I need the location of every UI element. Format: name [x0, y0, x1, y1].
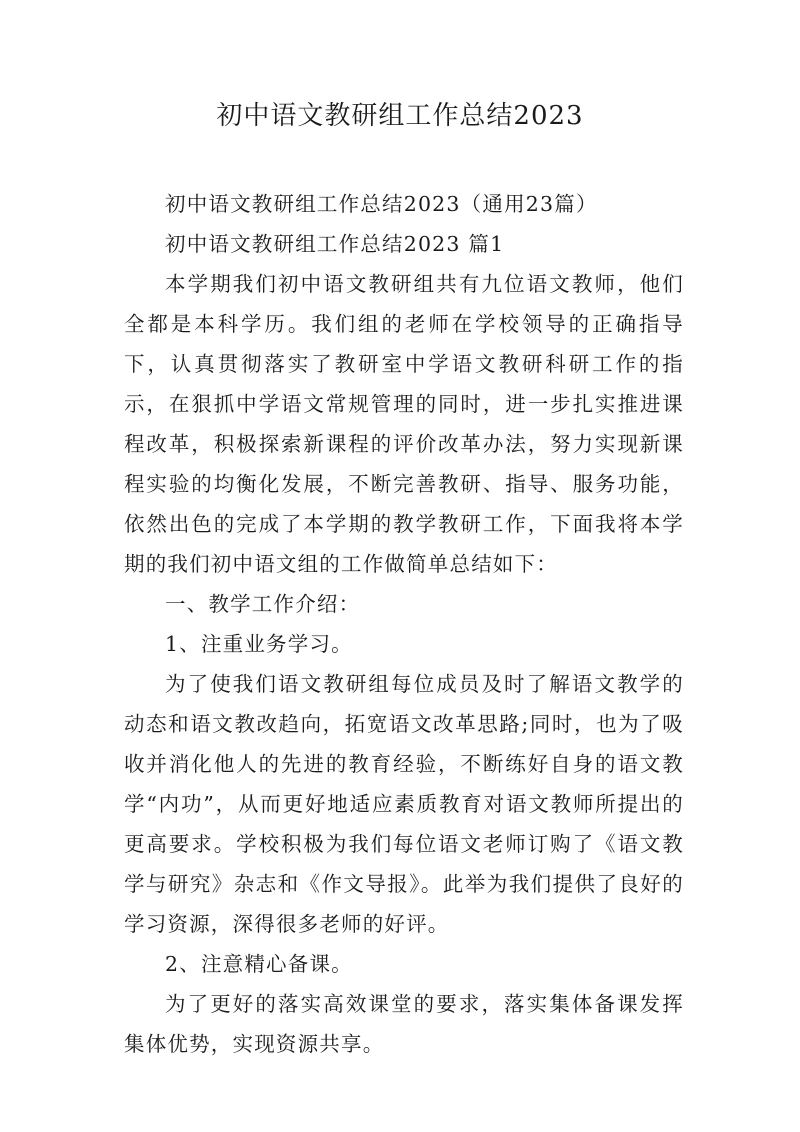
body-paragraph: 为了使我们语文教研组每位成员及时了解语文教学的动态和语文教改趋向，拓宽语文改革思路;同时，也为了吸收并消化他人的先进的教育经验，不断练好自身的语文教学“内功”，从而更好地适应素质教育对语文教师所提出的更高要求。学校积极为我们每位语文老师订购了《语文教学与研究》杂志和《作文导报》。此举为我们提供了良好的学习资源，深得很多老师的好评。 [124, 672, 684, 936]
heading-paragraph: 一、教学工作介绍： [165, 592, 361, 616]
body-paragraph: 为了更好的落实高效课堂的要求，落实集体备课发挥集体优势，实现资源共享。 [124, 992, 684, 1056]
subheading-paragraph: 1、注重业务学习。 [165, 632, 353, 656]
document-title: 初中语文教研组工作总结2023 [216, 101, 584, 131]
section-heading-paragraph: 初中语文教研组工作总结2023 篇1 [165, 232, 505, 256]
body-paragraph: 本学期我们初中语文教研组共有九位语文教师，他们全都是本科学历。我们组的老师在学校领导的正确指导下，认真贯彻落实了教研室中学语文教研科研工作的指示，在狠抓中学语文常规管理的同时，进一步扎实推进课程改革，积极探索新课程的评价改革办法，努力实现新课程实验的均衡化发展，不断完善教研、指导、服务功能，依然出色的完成了本学期的教学教研工作，下面我将本学期的我们初中语文组的工作做简单总结如下： [124, 272, 684, 576]
document-body [124, 184, 684, 1064]
subheading-paragraph: 2、注意精心备课。 [165, 952, 353, 976]
subtitle-paragraph: 初中语文教研组工作总结2023（通用23篇） [165, 192, 598, 216]
